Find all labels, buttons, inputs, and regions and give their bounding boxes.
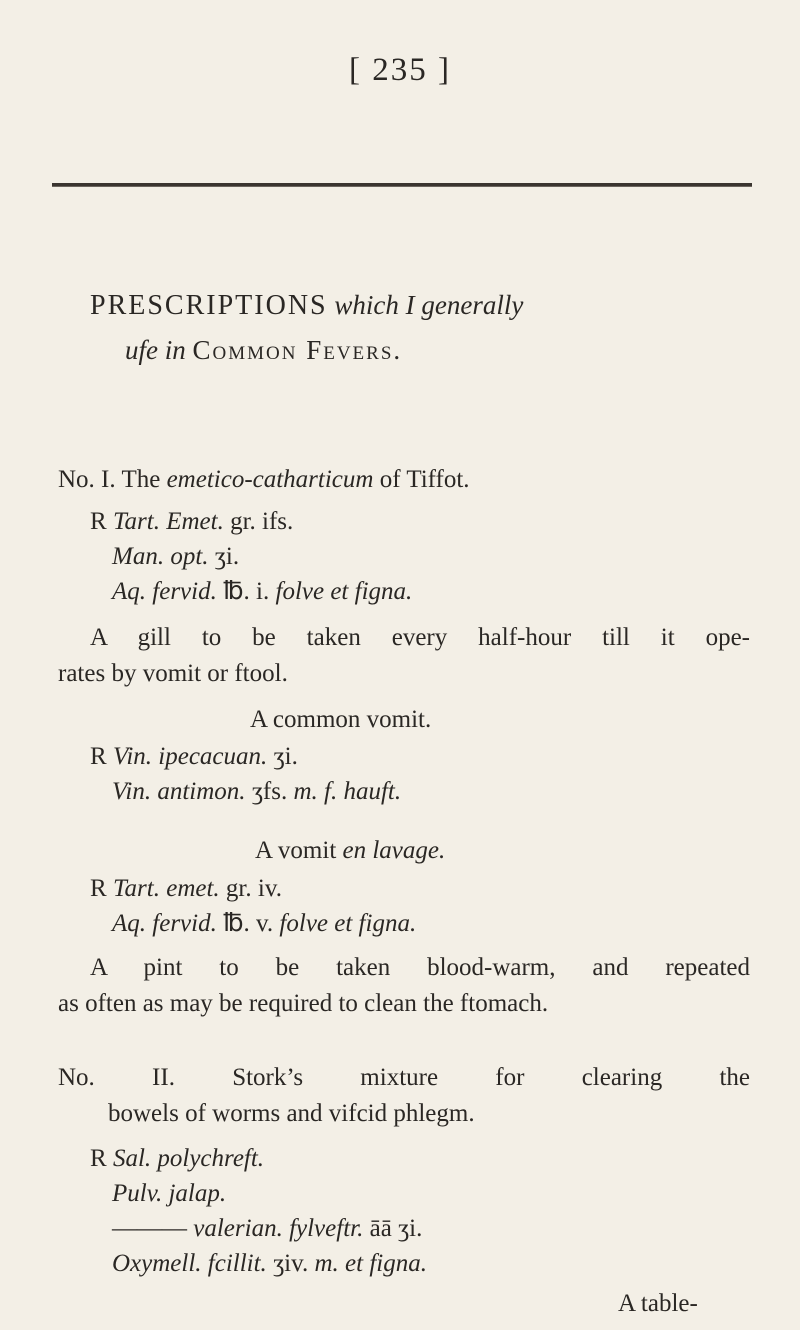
heading-italic: emetico-catharticum	[166, 466, 374, 493]
rx-dose: gr. iv.	[225, 875, 282, 902]
rx-dose: ℔. v.	[223, 910, 274, 937]
page-number: [ 235 ]	[349, 52, 451, 88]
rx-dose: ʒi.	[273, 743, 298, 770]
section2-heading	[58, 1060, 750, 1132]
rx-dose: ℔. i.	[223, 578, 270, 605]
title-caps: PRESCRIPTIONS	[90, 290, 328, 321]
rx-ingredient: Aq. fervid.	[112, 910, 217, 937]
rx-dose: ʒi.	[214, 543, 240, 570]
heading-tail: of Tiffot.	[379, 466, 470, 493]
section1-heading	[58, 463, 470, 497]
rx-line	[112, 1247, 427, 1281]
title-small-caps: Common Fevers.	[192, 335, 403, 365]
instruction-paragraph	[58, 620, 750, 692]
heading-text: The	[121, 466, 161, 493]
rx-direction: m. f. hauft.	[293, 778, 402, 805]
subheading	[255, 834, 445, 868]
header-rule	[52, 183, 752, 187]
rx-line	[112, 907, 416, 941]
rx-dose: āā ʒi.	[369, 1215, 423, 1242]
rx-direction: folve et figna.	[279, 910, 417, 937]
subheading-italic: en lavage.	[342, 837, 446, 864]
rx-line	[112, 1212, 422, 1246]
catchword: A table-	[618, 1290, 698, 1317]
rx-ingredient: Oxymell. fcillit.	[112, 1250, 267, 1277]
rx-line	[90, 505, 293, 539]
heading-line: No. II. Stork’s mixture for clearing the	[58, 1064, 750, 1091]
rx-line	[112, 775, 401, 809]
instruction-paragraph	[58, 950, 750, 1022]
rx-dose: ʒfs.	[251, 778, 288, 805]
recipe-symbol: R	[90, 1145, 107, 1172]
ditto-dash: ———	[112, 1215, 187, 1242]
title-italic-2: ufe in	[125, 335, 186, 365]
rx-ingredient: Vin. ipecacuan.	[112, 743, 268, 770]
rx-ingredient: Tart. emet.	[112, 875, 220, 902]
paragraph-line: A pint to be taken blood-warm, and repeated	[90, 954, 750, 981]
paragraph-line: rates by vomit or ftool.	[58, 660, 288, 687]
rx-dose: gr. ifs.	[230, 508, 294, 535]
subheading: A common vomit.	[250, 706, 432, 733]
recipe-symbol: R	[90, 508, 107, 535]
rx-line	[90, 740, 298, 774]
rx-ingredient: Aq. fervid.	[112, 578, 217, 605]
heading-line: bowels of worms and vifcid phlegm.	[108, 1100, 475, 1127]
paragraph-line: as often as may be required to clean the ftomach.	[58, 990, 549, 1017]
recipe-symbol: R	[90, 743, 107, 770]
rx-ingredient: Tart. Emet.	[112, 508, 224, 535]
rx-line	[112, 540, 239, 574]
recipe-symbol: R	[90, 875, 107, 902]
rx-dose: ʒiv.	[273, 1250, 309, 1277]
rx-ingredient: Pulv. jalap.	[112, 1180, 227, 1207]
subheading-text: A vomit	[255, 837, 337, 864]
rx-ingredient: Man. opt.	[112, 543, 209, 570]
section-number: No. I.	[58, 466, 116, 493]
rx-direction: folve et figna.	[275, 578, 413, 605]
rx-line	[90, 1142, 264, 1176]
rx-direction: m. et figna.	[314, 1250, 427, 1277]
rx-ingredient: valerian. fylveftr.	[193, 1215, 364, 1242]
paragraph-line: A gill to be taken every half-hour till it ope-	[90, 624, 750, 651]
rx-ingredient: Sal. polychreft.	[112, 1145, 265, 1172]
rx-line	[112, 1177, 226, 1211]
rx-line	[112, 575, 412, 609]
rx-line	[90, 872, 282, 906]
page-title	[90, 283, 730, 372]
title-italic: which I generally	[334, 290, 524, 320]
rx-ingredient: Vin. antimon.	[112, 778, 246, 805]
